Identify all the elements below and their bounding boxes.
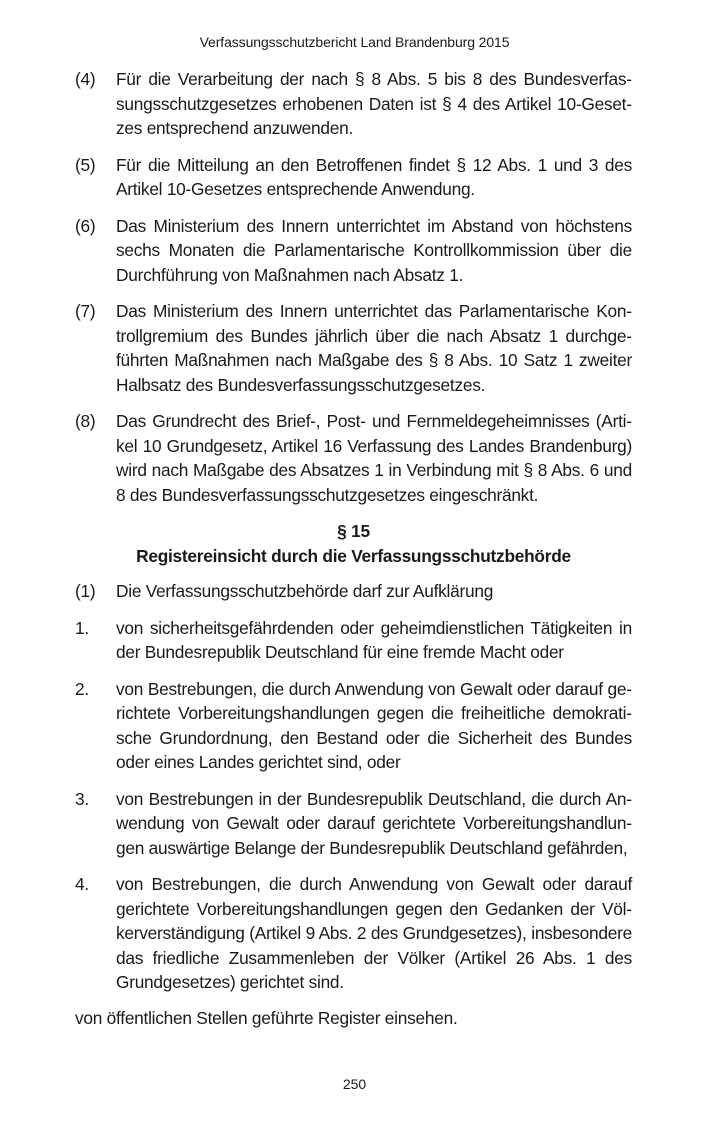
paragraph-text: Für die Mitteilung an den Betroffenen findet § 12 Abs. 1 und 3 des Artikel 10-Gesetzes entsprechende Anwendung.: [116, 154, 632, 199]
page-number: 250: [342, 1076, 367, 1092]
list-item-text: von sicherheitsgefährdenden oder geheimdienstlichen Tätigkeiten in der Bundesrepublik Deutschland für eine fremde Macht oder: [116, 617, 632, 662]
running-header: Verfassungsschutzbericht Land Brandenburg 2015: [199, 34, 510, 50]
paragraph-text: Die Verfassungsschutzbehörde darf zur Aufklärung: [116, 581, 494, 601]
paragraph-number: (6): [75, 215, 96, 236]
paragraph-5: [75, 153, 632, 202]
paragraph-number: (4): [75, 69, 96, 89]
closing-sentence: von öffentlichen Stellen geführte Register einsehen.: [75, 1007, 458, 1028]
paragraph-text: Das Ministerium des Innern unterrichtet im Abstand von höchstens sechs Monaten die Parlamentarische Kontrollkommission über die Durchführung von Maßnahmen nach Absatz 1.: [116, 215, 632, 285]
list-item-2: [75, 677, 632, 775]
paragraph-6: [75, 214, 632, 288]
paragraph-text: Das Ministerium des Innern unterrichtet das Parlamentarische Kontrollgremium des Bundes jährlich über die nach Absatz 1 durchgeführten Maßnahmen nach Maßgabe des § 8 Abs. 10 Satz 1 zweiter Halbsatz des Bundesverfassungsschutzgesetzes.: [116, 301, 632, 395]
page-body: [75, 67, 632, 1030]
list-item-text: von Bestrebungen, die durch Anwendung von Gewalt oder darauf gerichtete Vorbereitungshandlungen gegen den Gedanken der Völkerverständigung (Artikel 9 Abs. 2 des Grundgesetzes), insbesondere das friedliche Zusammenleben der Völker (Artikel 26 Abs. 1 des Grundgesetzes) gerichtet sind.: [116, 874, 632, 992]
list-item-4: [75, 872, 632, 995]
list-item-text: von Bestrebungen, die durch Anwendung von Gewalt oder darauf gerichtete Vorbereitungshandlungen gegen die freiheitliche demokratische Grundordnung, den Bestand oder die Sicherheit des Bundes oder eines Landes gerichtet sind, oder: [116, 678, 632, 772]
list-item-3: [75, 787, 632, 861]
list-item-number: 4.: [75, 874, 89, 894]
paragraph-7: [75, 299, 632, 397]
section-title: Registereinsicht durch die Verfassungsschutzbehörde: [136, 546, 571, 566]
paragraph-8: [75, 409, 632, 507]
paragraph-number: (1): [75, 581, 96, 601]
paragraph-text: Für die Verarbeitung der nach § 8 Abs. 5 bis 8 des Bundesverfassungsschutzgesetzes erhobenen Daten ist § 4 des Artikel 10-Gesetzes entsprechend anzuwenden.: [116, 69, 632, 138]
paragraph-number: (8): [75, 411, 96, 431]
list-item-number: 3.: [75, 788, 89, 809]
list-item-number: 1.: [75, 617, 89, 638]
list-item-text: von Bestrebungen in der Bundesrepublik Deutschland, die durch Anwendung von Gewalt oder darauf gerichtete Vorbereitungshandlungen auswärtige Belange der Bundesrepublik Deutschland gefährden,: [116, 788, 632, 858]
paragraph-number: (5): [75, 154, 96, 175]
paragraph-text: Das Grundrecht des Brief-, Post- und Fernmeldegeheimnisses (Artikel 10 Grundgesetz, Artikel 16 Verfassung des Landes Brandenburg) wird nach Maßgabe des Absatzes 1 in Verbindung mit § 8 Abs. 6 und 8 des Bundesverfassungsschutzgesetzes eingeschränkt.: [116, 411, 632, 505]
section-heading: [75, 519, 632, 569]
paragraph-number: (7): [75, 301, 96, 321]
paragraph-4: [75, 67, 632, 141]
section-number: § 15: [337, 521, 370, 541]
list-item-1: [75, 616, 632, 665]
list-item-number: 2.: [75, 678, 89, 699]
section-intro: [75, 579, 632, 604]
